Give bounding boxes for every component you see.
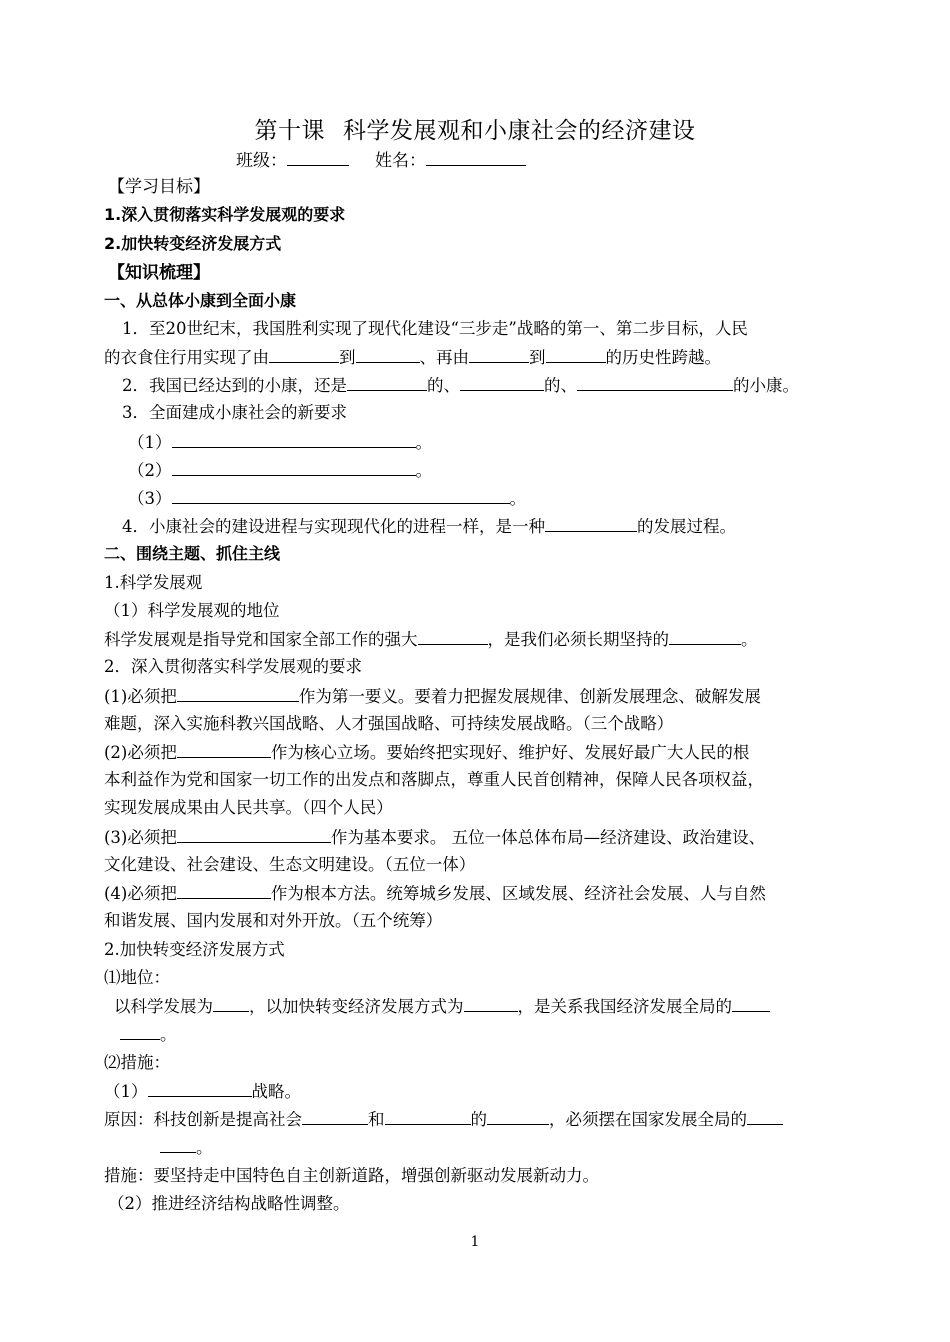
- blank[interactable]: [347, 374, 427, 391]
- text: 科学发展观是指导党和国家全部工作的强大: [104, 630, 418, 649]
- text: 作为根本方法。统筹城乡发展、区域发展、经济社会发展、人与自然: [270, 884, 766, 903]
- text: (4)必须把: [104, 884, 177, 903]
- measure-text: 措施：要坚持走中国特色自主创新道路，增强创新驱动发展新动力。: [104, 1166, 599, 1185]
- section-knowledge: 【知识梳理】: [108, 263, 210, 283]
- p1-item3-sub1: [128, 431, 432, 454]
- text: （1）: [104, 1082, 148, 1101]
- text: ，以加快转变经济发展方式为: [249, 997, 464, 1016]
- text: 。: [415, 461, 432, 480]
- blank[interactable]: [732, 995, 770, 1012]
- req3-line1: [104, 826, 765, 849]
- s3-status-text-cont: [120, 1023, 177, 1046]
- text: (3)必须把: [104, 828, 177, 847]
- text: 作为第一要义。要着力把握发展规律、创新发展理念、破解发展: [298, 687, 761, 706]
- s1-sub1-text: [104, 628, 758, 651]
- blank[interactable]: [385, 1108, 471, 1125]
- blank[interactable]: [747, 1108, 783, 1125]
- p1-item2: [122, 374, 799, 397]
- req4-line1: [104, 882, 766, 905]
- reason-line2: [160, 1136, 213, 1159]
- s3-status-text: [114, 995, 770, 1018]
- text: 的历史性跨越。: [605, 348, 721, 367]
- text: (1)必须把: [104, 687, 177, 706]
- text: 2．我国已经达到的小康，还是: [122, 376, 347, 395]
- s3-measure2: （2）推进经济结构战略性调整。: [108, 1194, 350, 1213]
- req1-line1: [104, 685, 761, 708]
- s3-heading: 2.加快转变经济发展方式: [104, 940, 285, 959]
- name-label: 姓名：: [375, 151, 426, 171]
- p1-item4: [122, 515, 736, 538]
- text: 的衣食住行用实现了由: [104, 348, 269, 367]
- p1-item3-sub2: [128, 459, 432, 482]
- blank[interactable]: [172, 487, 510, 504]
- text: （3）: [128, 489, 172, 508]
- text: （2）: [128, 461, 172, 480]
- req4-line2: 和谐发展、国内发展和对外开放。（五个统筹）: [104, 911, 443, 930]
- p1-item3-sub3: [128, 487, 526, 510]
- blank[interactable]: [177, 826, 331, 843]
- s3-measures: ⑵措施：: [104, 1053, 170, 1072]
- blank[interactable]: [577, 374, 733, 391]
- blank[interactable]: [302, 1108, 368, 1125]
- blank[interactable]: [669, 628, 741, 645]
- text: 的: [470, 1110, 487, 1129]
- blank[interactable]: [213, 995, 249, 1012]
- blank[interactable]: [160, 1136, 196, 1153]
- title-lesson: 第十课: [254, 118, 325, 144]
- text: 作为基本要求。 五位一体总体布局—经济建设、政治建设、: [330, 828, 766, 847]
- text: ，是关系我国经济发展全局的: [517, 997, 732, 1016]
- blank[interactable]: [546, 346, 606, 363]
- text: 战略。: [251, 1082, 301, 1101]
- blank[interactable]: [356, 346, 420, 363]
- blank[interactable]: [460, 374, 544, 391]
- goal-item-2: 2.加快转变经济发展方式: [104, 234, 282, 253]
- text: 作为核心立场。要始终把实现好、维护好、发展好最广大人民的根: [270, 743, 750, 762]
- blank[interactable]: [469, 346, 529, 363]
- text: ，必须摆在国家发展全局的: [549, 1110, 747, 1129]
- req2-line3: 实现发展成果由人民共享。（四个人民）: [104, 798, 393, 817]
- text: 4．小康社会的建设进程与实现现代化的进程一样，是一种: [122, 517, 545, 536]
- text: 的小康。: [733, 376, 799, 395]
- page-title: [0, 112, 950, 145]
- blank[interactable]: [545, 515, 637, 532]
- part-2-heading: 二、围绕主题、抓住主线: [104, 544, 281, 563]
- s3-measure1: [104, 1080, 301, 1103]
- p1-item1-line1: 1．至20世纪末，我国胜利实现了现代化建设“三步走”战略的第一、第二步目标，人民: [122, 319, 748, 338]
- text: 到: [339, 348, 356, 367]
- title-topic: 科学发展观和小康社会的经济建设: [343, 118, 696, 144]
- part-1-heading: 一、从总体小康到全面小康: [104, 291, 297, 310]
- req3-line2: 文化建设、社会建设、生态文明建设。（五位一体）: [104, 855, 476, 874]
- s1-sub1: （1）科学发展观的地位: [104, 601, 280, 620]
- section-study-goal: 【学习目标】: [108, 177, 210, 197]
- blank[interactable]: [177, 685, 299, 702]
- blank[interactable]: [177, 882, 271, 899]
- reason-line1: [104, 1108, 783, 1131]
- blank[interactable]: [269, 346, 339, 363]
- text: 、再由: [419, 348, 469, 367]
- blank[interactable]: [177, 741, 271, 758]
- s2-heading: 2．深入贯彻落实科学发展观的要求: [104, 657, 362, 676]
- text: (2)必须把: [104, 743, 177, 762]
- blank[interactable]: [148, 1080, 252, 1097]
- name-blank[interactable]: [426, 148, 526, 166]
- p1-item3: 3．全面建成小康社会的新要求: [122, 403, 347, 422]
- blank[interactable]: [172, 431, 416, 448]
- text: 以科学发展为: [114, 997, 213, 1016]
- goal-item-1: 1.深入贯彻落实科学发展观的要求: [104, 205, 346, 224]
- class-name-line: [236, 146, 526, 171]
- text: 。: [196, 1138, 213, 1157]
- text: 和: [368, 1110, 385, 1129]
- text: ，是我们必须长期坚持的: [487, 630, 669, 649]
- s3-status: ⑴地位：: [104, 968, 170, 987]
- text: 。: [509, 489, 526, 508]
- text: （1）: [128, 433, 172, 452]
- text: 。: [741, 630, 758, 649]
- blank[interactable]: [464, 995, 518, 1012]
- blank[interactable]: [487, 1108, 549, 1125]
- text: 的、: [544, 376, 577, 395]
- text: 到: [529, 348, 546, 367]
- text: 的发展过程。: [637, 517, 736, 536]
- blank[interactable]: [418, 628, 488, 645]
- text: 原因：科技创新是提高社会: [104, 1110, 302, 1129]
- req2-line2: 本利益作为党和国家一切工作的出发点和落脚点，尊重人民首创精神，保障人民各项权益，: [104, 770, 764, 789]
- p1-item1-line2: [104, 346, 721, 369]
- text: 的、: [427, 376, 460, 395]
- req2-line1: [104, 741, 749, 764]
- class-blank[interactable]: [287, 148, 349, 166]
- blank[interactable]: [120, 1023, 160, 1040]
- page-number: 1: [470, 1234, 480, 1250]
- text: 。: [415, 433, 432, 452]
- blank[interactable]: [172, 459, 416, 476]
- text: 。: [160, 1025, 177, 1044]
- req1-line2: 难题，深入实施科教兴国战略、人才强国战略、可持续发展战略。（三个战略）: [104, 714, 674, 733]
- class-label: 班级：: [236, 151, 287, 171]
- s1-heading: 1.科学发展观: [104, 573, 203, 592]
